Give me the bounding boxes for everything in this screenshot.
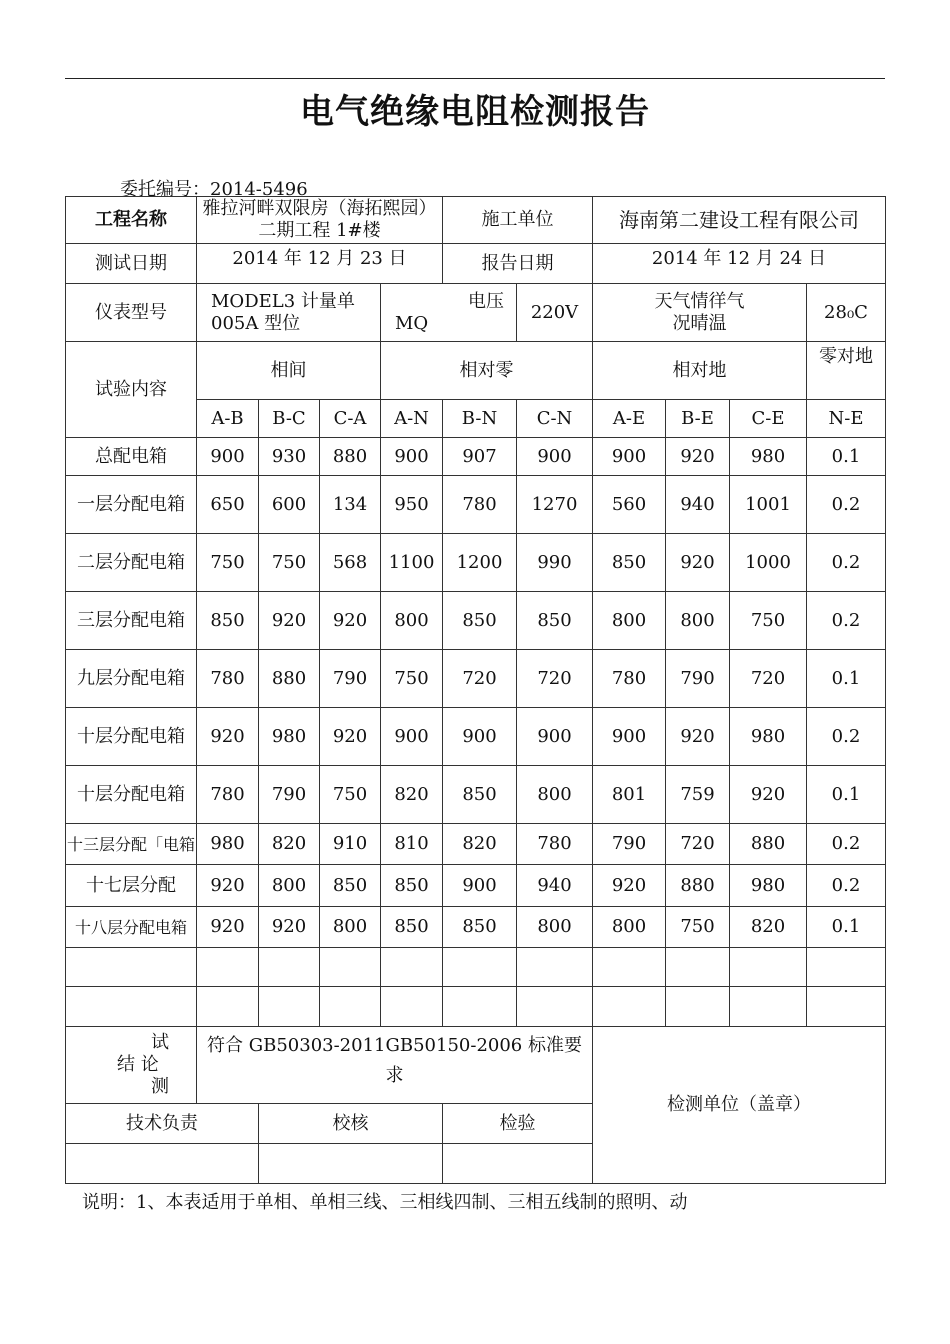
table-cell: 800 <box>381 592 443 650</box>
table-cell: 780 <box>443 476 517 534</box>
table-cell: 850 <box>517 592 593 650</box>
table-row <box>66 907 886 948</box>
group-neutral: 相对零 <box>381 342 593 400</box>
table-cell: 560 <box>593 476 666 534</box>
table-cell: 759 <box>666 766 730 824</box>
tech-lead-label: 技术负责 <box>66 1104 259 1144</box>
table-cell: 800 <box>320 907 381 948</box>
test-date-value: 2014 年 12 月 23 日 <box>197 244 443 284</box>
group-neutral-earth: 零对地 <box>807 342 886 400</box>
voltage-value: 220V <box>517 284 593 342</box>
table-row <box>66 824 886 865</box>
table-cell: 0.2 <box>807 534 886 592</box>
table-cell: 920 <box>320 708 381 766</box>
table-cell: 820 <box>259 824 320 865</box>
table-cell: 920 <box>666 708 730 766</box>
table-cell: 980 <box>730 438 807 476</box>
table-cell: 920 <box>259 907 320 948</box>
table-cell: 910 <box>320 824 381 865</box>
table-cell: 920 <box>666 534 730 592</box>
entrust-number: 委托编号：2014-5496 <box>120 179 308 200</box>
table-cell: 810 <box>381 824 443 865</box>
column-header: C-E <box>730 400 807 438</box>
row-name: 一层分配电箱 <box>66 476 197 534</box>
table-row <box>66 766 886 824</box>
table-cell: 950 <box>381 476 443 534</box>
row-name: 九层分配电箱 <box>66 650 197 708</box>
table-cell: 720 <box>517 650 593 708</box>
table-cell: 820 <box>730 907 807 948</box>
constructor-label: 施工单位 <box>443 197 593 244</box>
table-row <box>66 592 886 650</box>
column-header: A-B <box>197 400 259 438</box>
table-cell: 880 <box>259 650 320 708</box>
table-cell: 900 <box>443 865 517 907</box>
table-cell: 750 <box>381 650 443 708</box>
column-header: A-E <box>593 400 666 438</box>
table-cell: 850 <box>443 907 517 948</box>
empty-row <box>66 987 886 1027</box>
table-cell: 0.2 <box>807 824 886 865</box>
table-cell: 720 <box>666 824 730 865</box>
constructor-value: 海南第二建设工程有限公司 <box>593 197 886 244</box>
table-cell: 800 <box>517 766 593 824</box>
table-cell: 1001 <box>730 476 807 534</box>
column-header: C-N <box>517 400 593 438</box>
table-cell: 907 <box>443 438 517 476</box>
table-cell: 0.2 <box>807 865 886 907</box>
table-row <box>66 534 886 592</box>
project-label: 工程名称 <box>66 197 197 244</box>
table-cell: 920 <box>320 592 381 650</box>
table-cell: 750 <box>730 592 807 650</box>
table-cell: 920 <box>197 865 259 907</box>
table-row <box>66 650 886 708</box>
column-header: N-E <box>807 400 886 438</box>
table-cell: 750 <box>666 907 730 948</box>
conclusion-label: 试 结 论 测 <box>66 1027 197 1104</box>
table-cell: 900 <box>593 708 666 766</box>
table-cell: 980 <box>259 708 320 766</box>
table-cell: 0.1 <box>807 650 886 708</box>
row-name: 三层分配电箱 <box>66 592 197 650</box>
table-cell: 920 <box>666 438 730 476</box>
table-cell: 930 <box>259 438 320 476</box>
table-cell: 920 <box>197 907 259 948</box>
inspect-label: 检验 <box>443 1104 593 1144</box>
weather: 天气情徉气 况晴温 <box>593 284 807 342</box>
table-cell: 900 <box>517 438 593 476</box>
table-cell: 720 <box>730 650 807 708</box>
table-cell: 850 <box>197 592 259 650</box>
group-earth: 相对地 <box>593 342 807 400</box>
table-cell: 800 <box>593 592 666 650</box>
table-cell: 850 <box>443 592 517 650</box>
table-cell: 800 <box>259 865 320 907</box>
table-cell: 780 <box>197 766 259 824</box>
table-cell: 880 <box>320 438 381 476</box>
table-cell: 568 <box>320 534 381 592</box>
row-name: 十七层分配 <box>66 865 197 907</box>
column-header: A-N <box>381 400 443 438</box>
table-cell: 750 <box>259 534 320 592</box>
table-cell: 0.1 <box>807 438 886 476</box>
table-cell: 850 <box>381 907 443 948</box>
table-cell: 790 <box>259 766 320 824</box>
table-cell: 800 <box>666 592 730 650</box>
table-cell: 800 <box>517 907 593 948</box>
conclusion-text: 符合 GB50303-2011GB50150-2006 标准要求 <box>197 1027 593 1104</box>
table-cell: 900 <box>517 708 593 766</box>
project-name: 雅拉河畔双限房（海拓熙园） 二期工程 1#楼 <box>197 197 443 244</box>
table-cell: 750 <box>320 766 381 824</box>
table-cell: 920 <box>730 766 807 824</box>
table-cell: 820 <box>443 824 517 865</box>
table-cell: 790 <box>593 824 666 865</box>
row-name: 二层分配电箱 <box>66 534 197 592</box>
review-label: 校核 <box>259 1104 443 1144</box>
table-cell: 780 <box>517 824 593 865</box>
row-name: 十层分配电箱 <box>66 708 197 766</box>
meter-label: 仪表型号 <box>66 284 197 342</box>
table-cell: 940 <box>517 865 593 907</box>
empty-row <box>66 948 886 987</box>
table-row <box>66 708 886 766</box>
table-cell: 750 <box>197 534 259 592</box>
column-header: B-C <box>259 400 320 438</box>
content-label: 试验内容 <box>66 342 197 438</box>
table-cell: 900 <box>381 708 443 766</box>
temperature: 28₀C <box>807 284 886 342</box>
row-name: 十八层分配电箱 <box>66 907 197 948</box>
column-header: B-E <box>666 400 730 438</box>
table-row <box>66 476 886 534</box>
group-phase: 相间 <box>197 342 381 400</box>
table-cell: 0.2 <box>807 476 886 534</box>
table-cell: 880 <box>730 824 807 865</box>
table-cell: 900 <box>593 438 666 476</box>
table-cell: 850 <box>381 865 443 907</box>
unit-voltage: 电压 MQ <box>381 284 517 342</box>
table-cell: 920 <box>197 708 259 766</box>
column-header: B-N <box>443 400 517 438</box>
table-cell: 980 <box>730 708 807 766</box>
table-cell: 801 <box>593 766 666 824</box>
report-date-value: 2014 年 12 月 24 日 <box>593 244 886 284</box>
table-cell: 780 <box>593 650 666 708</box>
column-header: C-A <box>320 400 381 438</box>
table-cell: 1000 <box>730 534 807 592</box>
page-title: 电气绝缘电阻检测报告 <box>300 92 650 132</box>
table-cell: 720 <box>443 650 517 708</box>
review-signature <box>259 1144 443 1184</box>
table-cell: 820 <box>381 766 443 824</box>
table-cell: 790 <box>320 650 381 708</box>
table-cell: 0.1 <box>807 907 886 948</box>
row-name: 总配电箱 <box>66 438 197 476</box>
table-cell: 800 <box>593 907 666 948</box>
report-date-label: 报告日期 <box>443 244 593 284</box>
table-cell: 1270 <box>517 476 593 534</box>
table-cell: 850 <box>320 865 381 907</box>
table-cell: 0.2 <box>807 592 886 650</box>
table-cell: 900 <box>381 438 443 476</box>
table-cell: 0.2 <box>807 708 886 766</box>
table-row <box>66 438 886 476</box>
report-table <box>65 196 886 1184</box>
test-date-label: 测试日期 <box>66 244 197 284</box>
table-cell: 920 <box>259 592 320 650</box>
table-cell: 134 <box>320 476 381 534</box>
row-name: 十层分配电箱 <box>66 766 197 824</box>
table-cell: 790 <box>666 650 730 708</box>
inspect-signature <box>443 1144 593 1184</box>
table-cell: 850 <box>593 534 666 592</box>
table-cell: 980 <box>730 865 807 907</box>
table-cell: 850 <box>443 766 517 824</box>
table-cell: 1100 <box>381 534 443 592</box>
top-rule <box>65 78 885 79</box>
tech-lead-signature <box>66 1144 259 1184</box>
table-cell: 0.1 <box>807 766 886 824</box>
table-cell: 990 <box>517 534 593 592</box>
table-cell: 780 <box>197 650 259 708</box>
table-cell: 900 <box>443 708 517 766</box>
inspection-unit-stamp: 检测单位（盖章） <box>593 1027 886 1184</box>
row-name: 十三层分配「电箱 <box>66 824 197 865</box>
table-cell: 980 <box>197 824 259 865</box>
table-row <box>66 865 886 907</box>
table-cell: 880 <box>666 865 730 907</box>
table-cell: 600 <box>259 476 320 534</box>
table-cell: 1200 <box>443 534 517 592</box>
table-cell: 900 <box>197 438 259 476</box>
footnote: 说明：1、本表适用于单相、单相三线、三相线四制、三相五线制的照明、动 <box>82 1192 688 1213</box>
table-cell: 940 <box>666 476 730 534</box>
table-cell: 920 <box>593 865 666 907</box>
table-cell: 650 <box>197 476 259 534</box>
meter-model: MODEL3 计量单 005A 型位 <box>197 284 381 342</box>
